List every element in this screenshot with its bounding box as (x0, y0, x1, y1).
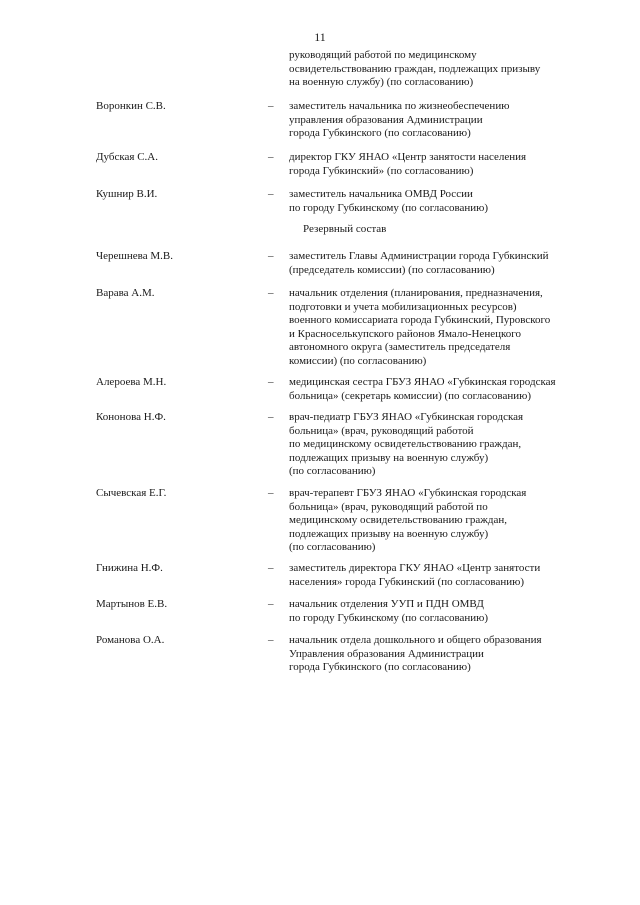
position-line: больница» (врач, руководящий работой (289, 424, 474, 437)
member-position (289, 250, 619, 277)
position-line: города Губкинский» (по согласованию) (289, 164, 474, 177)
position-line: Управления образования Администрации (289, 647, 484, 660)
position-line: подлежащих призыву на военную службу) (289, 451, 489, 464)
dash-separator: – (268, 598, 274, 610)
member-name: Воронкин С.В. (96, 100, 166, 112)
member-name: Сычевская Е.Г. (96, 487, 167, 499)
member-position (289, 376, 619, 403)
page-number: 11 (314, 30, 326, 44)
member-position (289, 634, 619, 675)
position-line: (по согласованию) (289, 465, 376, 478)
position-line: медицинская сестра ГБУЗ ЯНАО «Губкинская городская (289, 376, 556, 388)
position-line: подлежащих призыву на военную службу) (289, 527, 489, 540)
position-line: заместитель Главы Администрации города Губкинский (289, 250, 549, 262)
position-line: военного комиссариата города Губкинский, Пуровского (289, 314, 551, 327)
position-line: заместитель начальника по жизнеобеспечению (289, 100, 510, 112)
member-name: Романова О.А. (96, 634, 165, 646)
position-line: города Губкинского (по согласованию) (289, 127, 471, 140)
position-line: начальник отделения УУП и ПДН ОМВД (289, 598, 484, 610)
position-line: больница» (секретарь комиссии) (по согласованию) (289, 389, 531, 402)
position-line: по медицинскому освидетельствованию граждан, (289, 438, 522, 451)
member-position (289, 487, 619, 555)
section-title-reserve: Резервный состав (303, 223, 387, 235)
continuation-text (289, 49, 609, 90)
position-line: автономного округа (заместитель председателя (289, 341, 511, 354)
dash-separator: – (268, 411, 274, 423)
dash-separator: – (268, 287, 274, 299)
member-name: Кононова Н.Ф. (96, 411, 166, 423)
position-line: заместитель директора ГКУ ЯНАО «Центр занятости (289, 562, 541, 574)
position-line: по городу Губкинскому (по согласованию) (289, 611, 489, 624)
member-position (289, 188, 619, 215)
member-name: Мартынов Е.В. (96, 598, 168, 610)
position-line: города Губкинского (по согласованию) (289, 661, 471, 674)
position-line: начальник отделения (планирования, предназначения, (289, 287, 543, 299)
member-name: Гнижина Н.Ф. (96, 562, 163, 574)
dash-separator: – (268, 151, 274, 163)
position-line: населения» города Губкинский (по согласованию) (289, 575, 525, 588)
member-position (289, 562, 619, 589)
member-name: Алероева М.Н. (96, 376, 167, 388)
member-name: Варава А.М. (96, 287, 155, 299)
dash-separator: – (268, 250, 274, 262)
dash-separator: – (268, 487, 274, 499)
member-name: Черешнева М.В. (96, 250, 173, 262)
member-position (289, 411, 619, 479)
position-line: комиссии) (по согласованию) (289, 354, 427, 367)
dash-separator: – (268, 562, 274, 574)
position-line: (председатель комиссии) (по согласованию) (289, 263, 495, 276)
position-line: врач-педиатр ГБУЗ ЯНАО «Губкинская городская (289, 411, 524, 423)
position-line: медицинскому освидетельствованию граждан, (289, 514, 508, 527)
position-line: заместитель начальника ОМВД России (289, 188, 473, 200)
position-line: по городу Губкинскому (по согласованию) (289, 201, 489, 214)
member-position (289, 598, 619, 625)
position-line: начальник отдела дошкольного и общего образования (289, 634, 542, 646)
dash-separator: – (268, 376, 274, 388)
position-line: управления образования Администрации (289, 113, 483, 126)
member-position (289, 287, 619, 369)
continuation-line: освидетельствованию граждан, подлежащих призыву (289, 62, 541, 75)
member-position (289, 100, 619, 141)
member-name: Кушнир В.И. (96, 188, 158, 200)
position-line: подготовки и учета мобилизационных ресурсов) (289, 300, 517, 313)
position-line: врач-терапевт ГБУЗ ЯНАО «Губкинская городская (289, 487, 527, 499)
member-name: Дубская С.А. (96, 151, 158, 163)
member-position (289, 151, 619, 178)
continuation-line: на военную службу) (по согласованию) (289, 76, 474, 89)
continuation-line: руководящий работой по медицинскому (289, 49, 477, 61)
position-line: (по согласованию) (289, 541, 376, 554)
dash-separator: – (268, 188, 274, 200)
position-line: директор ГКУ ЯНАО «Центр занятости населения (289, 151, 527, 163)
position-line: больница» (врач, руководящий работой по (289, 500, 488, 513)
position-line: и Красноселькупского районов Ямало-Ненецкого (289, 327, 521, 340)
dash-separator: – (268, 634, 274, 646)
dash-separator: – (268, 100, 274, 112)
